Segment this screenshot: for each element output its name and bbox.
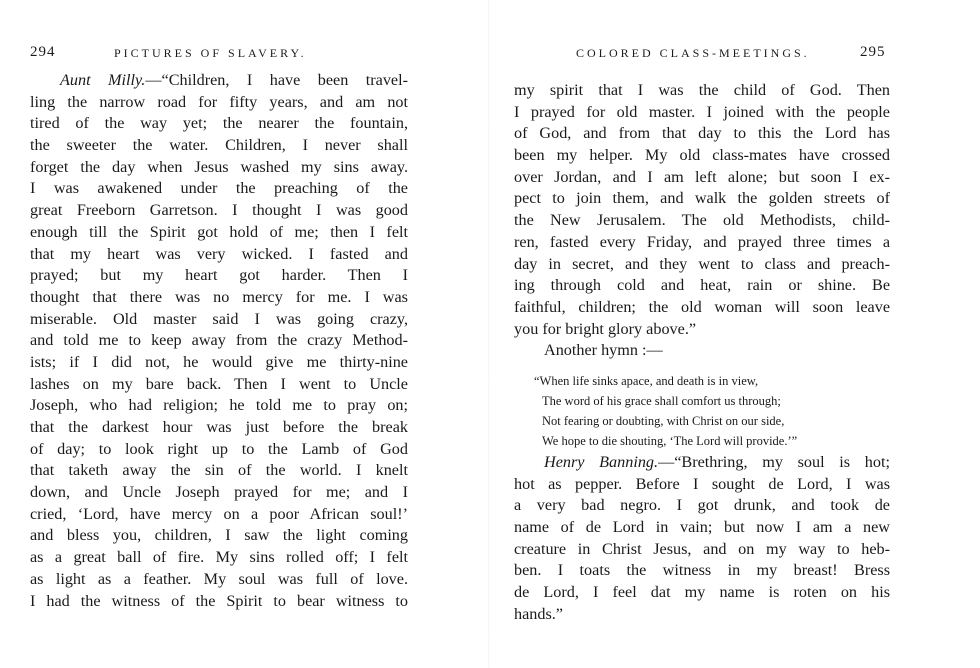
speaker-name: Aunt Milly. (60, 71, 146, 89)
text-line (30, 244, 408, 266)
running-title: PICTURES OF SLAVERY. (114, 46, 307, 60)
line-text: name of de Lord in vain; but now I am a new (514, 518, 890, 537)
line-text: great Freeborn Garretson. I thought I was good (30, 201, 408, 220)
text-line (30, 135, 408, 157)
speaker-name: Henry Banning. (544, 453, 659, 471)
text-line (514, 582, 890, 604)
text-line (514, 604, 890, 626)
line-text: and bless you, children, I saw the light coming (30, 526, 408, 545)
text-line (514, 145, 890, 167)
body-text (514, 80, 890, 362)
line-text: de Lord, I feel dat my name is roten on his (514, 583, 890, 602)
line-text: ling the narrow road for fifty years, and am not (30, 92, 408, 111)
page-number: 295 (860, 44, 886, 60)
text-line (30, 395, 408, 417)
line-text: as a great ball of fire. My sins rolled off; I felt (30, 548, 408, 567)
text-line (514, 188, 890, 210)
text-line (30, 591, 408, 613)
text-line (30, 178, 408, 200)
text-line (30, 70, 408, 92)
text-line (514, 102, 890, 124)
line-text: —“Brethring, my soul is hot; (658, 453, 890, 471)
text-line (30, 504, 408, 526)
line-text: down, and Uncle Joseph prayed for me; and I (30, 483, 408, 502)
line-text: tired of the way yet; the nearer the fountain, (30, 114, 408, 133)
text-line (30, 265, 408, 287)
line-text: hands.” (514, 604, 563, 623)
text-line (514, 167, 890, 189)
line-text: my spirit that I was the child of God. Then (514, 81, 890, 99)
text-line (514, 539, 890, 561)
text-line (514, 297, 890, 319)
text-line (514, 232, 890, 254)
line-text: ists; if I did not, he would give me thirty-nine (30, 352, 408, 371)
text-line (30, 287, 408, 309)
line-text: been my helper. My old class-mates have crossed (514, 146, 890, 165)
text-line (514, 474, 890, 496)
line-text: I prayed for old master. I joined with the people (514, 102, 890, 121)
line-text: I had the witness of the Spirit to bear witness to (30, 591, 408, 610)
line-text: ben. I toats the witness in my breast! Bress (514, 561, 890, 580)
line-text: a very bad negro. I got drunk, and took de (514, 496, 890, 515)
line-text: lashes on my bare back. Then I went to Uncle (30, 374, 408, 393)
text-line (30, 352, 408, 374)
line-text: —“Children, I have been travel- (145, 71, 408, 89)
text-line (514, 80, 890, 102)
line-text: ing through cold and heat, rain or shine. Be (514, 276, 890, 295)
text-line (30, 309, 408, 331)
text-line (30, 157, 408, 179)
line-text: that the darkest hour was just before the break (30, 418, 408, 436)
hymn-line: Not fearing or doubting, with Christ on our side, (542, 414, 785, 428)
line-text: the sweeter the water. Children, I never shall (30, 136, 408, 155)
hymn-line: “When life sinks apace, and death is in view, (534, 374, 759, 388)
line-text: of day; to look right up to the Lamb of God (30, 439, 408, 458)
text-line (30, 92, 408, 114)
line-text: pect to join them, and walk the golden streets of (514, 189, 890, 208)
line-text: thought that there was no mercy for me. I was (30, 287, 408, 306)
text-line (30, 417, 408, 439)
left-page (0, 0, 480, 668)
text-line (514, 452, 890, 474)
page-number: 294 (30, 44, 56, 60)
hymn-quote (534, 371, 894, 451)
text-line (514, 517, 890, 539)
text-line (514, 275, 890, 297)
body-text-continued (514, 452, 890, 626)
line-text: enough till the Spirit got hold of me; then I felt (30, 222, 408, 241)
line-text: prayed; but my heart got harder. Then I (30, 266, 408, 285)
line-text: over Jordan, and I am left alone; but soon I ex- (514, 167, 890, 186)
line-text: ren, fasted every Friday, and prayed three times a (514, 232, 890, 251)
line-text: forget the day when Jesus washed my sins away. (30, 157, 408, 176)
text-line (514, 495, 890, 517)
line-text: Joseph, who had religion; he told me to pray on; (30, 396, 408, 415)
running-title: COLORED CLASS-MEETINGS. (576, 46, 810, 60)
line-text: creature in Christ Jesus, and on my way to heb- (514, 539, 890, 558)
text-line (30, 374, 408, 396)
hymn-line: We hope to die shouting, ‘The Lord will provide.’” (542, 434, 798, 448)
body-text (30, 70, 408, 612)
text-line (30, 330, 408, 352)
line-text: as light as a feather. My soul was full of love. (30, 569, 408, 588)
text-line (30, 113, 408, 135)
line-text: that taketh away the sin of the world. I knelt (30, 461, 408, 480)
right-page (490, 0, 980, 668)
text-line (514, 123, 890, 145)
line-text: of God, and from that day to this the Lord has (514, 124, 890, 143)
line-text: I was awakened under the preaching of the (30, 179, 408, 198)
line-text: you for bright glory above.” (514, 319, 697, 338)
hymn-line: The word of his grace shall comfort us through; (542, 394, 781, 408)
text-line (30, 482, 408, 504)
line-text: and told me to keep away from the crazy Method- (30, 331, 408, 350)
text-line (30, 569, 408, 591)
text-line (30, 200, 408, 222)
text-line (30, 460, 408, 482)
text-line (30, 222, 408, 244)
line-text: hot as pepper. Before I sought de Lord, I was (514, 474, 890, 493)
line-text: that my heart was very wicked. I fasted and (30, 244, 408, 263)
line-text: the New Jerusalem. The old Methodists, child- (514, 211, 890, 230)
text-line (30, 525, 408, 547)
text-line (30, 547, 408, 569)
line-text: Another hymn :— (544, 341, 663, 360)
line-text: faithful, children; the old woman will soon leave (514, 297, 890, 316)
text-line (30, 439, 408, 461)
text-line (514, 560, 890, 582)
line-text: miserable. Old master said I was going crazy, (30, 309, 408, 328)
text-line (514, 254, 890, 276)
line-text: cried, ‘Lord, have mercy on a poor African soul!’ (30, 504, 408, 523)
line-text: day in secret, and they went to class and preach- (514, 254, 890, 273)
text-line (514, 319, 890, 341)
text-line (514, 210, 890, 232)
text-line (514, 340, 890, 362)
